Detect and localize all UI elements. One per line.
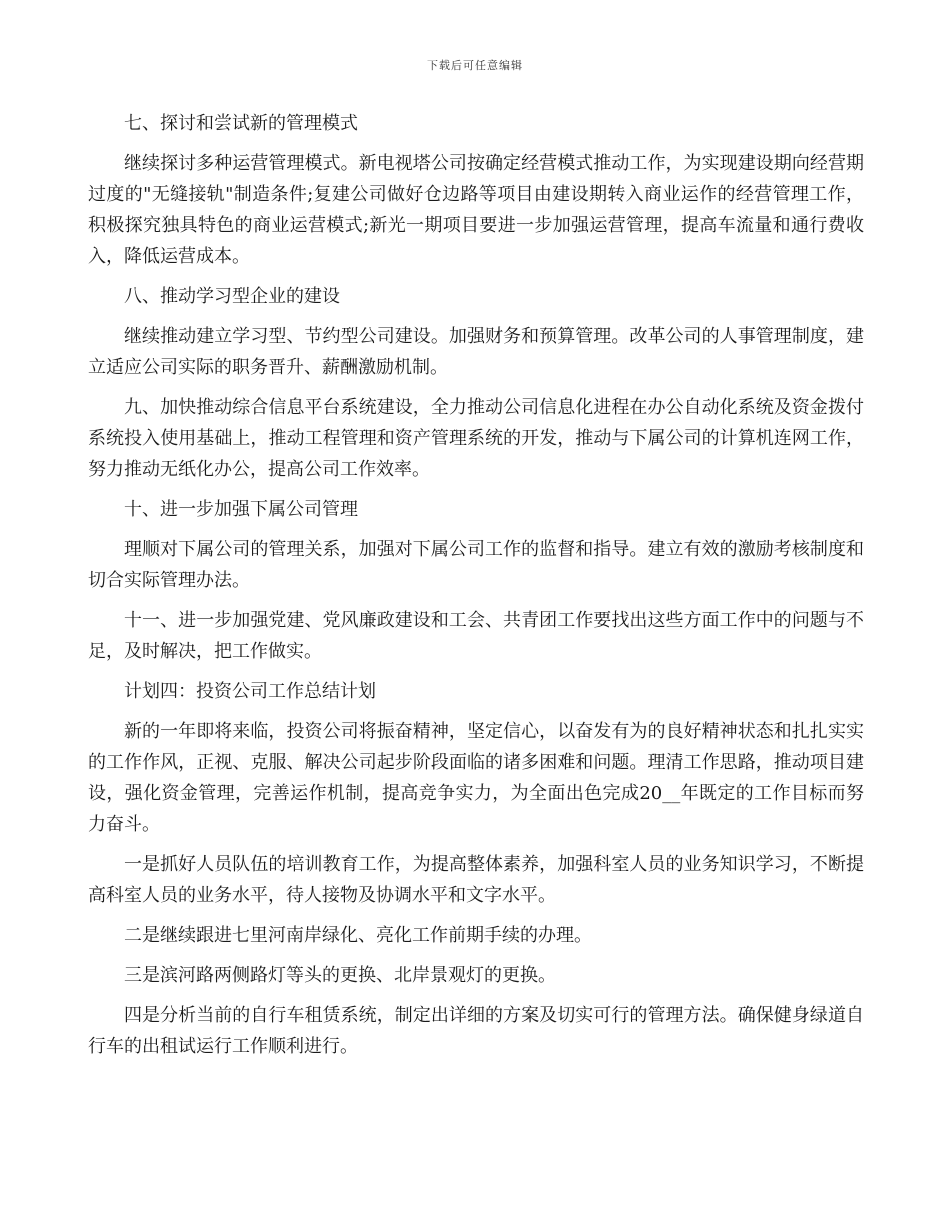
plan-heading: 计划四：投资公司工作总结计划 bbox=[124, 681, 376, 702]
paragraph: 新的一年即将来临，投资公司将振奋精神，坚定信心，以奋发有为的良好精神状态和扎扎实实的工作作风，正视、克服、解决公司起步阶段面临的诸多困难和问题。理清工作思路，推动项目建设，强化资金管理，完善运作机制，提高竞争实力，为全面出色完成20__年既定的工作目标而努力奋斗。 bbox=[88, 721, 864, 835]
list-paragraph-3: 三是滨河路两侧路灯等头的更换、北岸景观灯的更换。 bbox=[124, 965, 556, 986]
list-paragraph-4: 四是分析当前的自行车租赁系统，制定出详细的方案及切实可行的管理方法。确保健身绿道自行车的出租试运行工作顺利进行。 bbox=[88, 1005, 864, 1057]
list-paragraph-2: 二是继续跟进七里河南岸绿化、亮化工作前期手续的办理。 bbox=[124, 925, 592, 946]
section-heading-10: 十、进一步加强下属公司管理 bbox=[124, 499, 358, 520]
document-body bbox=[88, 108, 864, 1071]
section-heading-7: 七、探讨和尝试新的管理模式 bbox=[124, 113, 358, 134]
paragraph: 继续推动建立学习型、节约型公司建设。加强财务和预算管理。改革公司的人事管理制度，建立适应公司实际的职务晋升、薪酬激励机制。 bbox=[88, 326, 864, 378]
section-heading-11: 十一、进一步加强党建、党风廉政建设和工会、共青团工作要找出这些方面工作中的问题与不足，及时解决，把工作做实。 bbox=[88, 610, 864, 662]
paragraph: 继续探讨多种运营管理模式。新电视塔公司按确定经营模式推动工作，为实现建设期向经营期过度的"无缝接轨"制造条件;复建公司做好仓边路等项目由建设期转入商业运作的经营管理工作，积极探究独具特色的商业运营模式;新光一期项目要进一步加强运营管理，提高车流量和通行费收入，降低运营成本。 bbox=[88, 153, 864, 267]
section-heading-9: 九、加快推动综合信息平台系统建设，全力推动公司信息化进程在办公自动化系统及资金拨付系统投入使用基础上，推动工程管理和资产管理系统的开发，推动与下属公司的计算机连网工作，努力推动无纸化办公，提高公司工作效率。 bbox=[88, 397, 864, 480]
paragraph: 理顺对下属公司的管理关系，加强对下属公司工作的监督和指导。建立有效的激励考核制度和切合实际管理办法。 bbox=[88, 539, 864, 591]
list-paragraph-1: 一是抓好人员队伍的培训教育工作，为提高整体素养，加强科室人员的业务知识学习，不断提高科室人员的业务水平，待人接物及协调水平和文字水平。 bbox=[88, 854, 864, 906]
page-header: 下载后可任意编辑 bbox=[427, 59, 523, 72]
section-heading-8: 八、推动学习型企业的建设 bbox=[124, 286, 340, 307]
